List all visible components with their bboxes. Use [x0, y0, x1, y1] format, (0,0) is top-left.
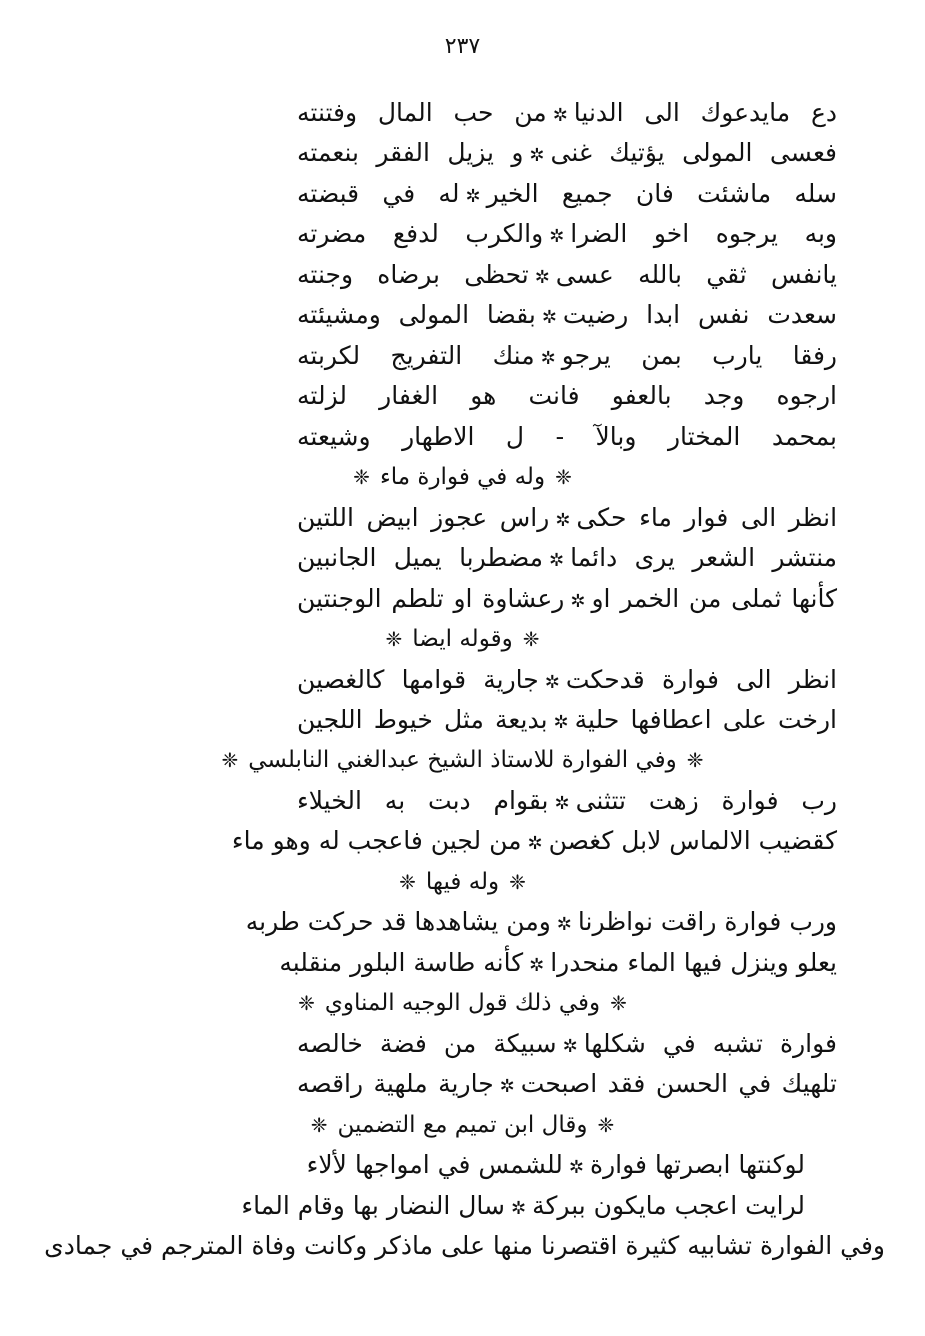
- star-separator-icon: ✲: [554, 793, 570, 814]
- star-separator-icon: ✲: [568, 1157, 584, 1178]
- page-number: ٢٣٧: [444, 34, 481, 59]
- verse-line: [297, 500, 837, 539]
- verse-second-half: والكرب لدفع مضرته: [297, 219, 544, 248]
- section-heading: [0, 985, 925, 1021]
- star-separator-icon: ✲: [552, 105, 568, 126]
- verse-line: [241, 1188, 805, 1227]
- verse-first-half: سله ماشئت فان جميع الخير: [486, 179, 838, 208]
- verse-first-half: دع مايدعوك الى الدنيا: [573, 98, 837, 127]
- ornament-icon: ❈: [509, 870, 526, 894]
- prose-line: [44, 1228, 885, 1264]
- verse-second-half: للشمس في امواجها لألاء: [306, 1150, 563, 1179]
- star-separator-icon: ✲: [527, 833, 543, 854]
- section-heading: [0, 1107, 925, 1143]
- verse-second-half: من لجين فاعجب له وهو ماء: [231, 826, 522, 855]
- verse-second-half: له في قبضته: [297, 179, 460, 208]
- verse-line: [297, 1026, 837, 1065]
- star-separator-icon: ✲: [549, 226, 565, 247]
- verse-first-half: انظر الى فوار ماء حكى: [576, 503, 838, 532]
- verse-second-half: من حب المال وفتنته: [297, 98, 547, 127]
- ornament-icon: ❈: [399, 870, 416, 894]
- verse-line: [297, 95, 837, 134]
- star-separator-icon: ✲: [562, 1036, 578, 1057]
- verse-second-half: ومن يشاهدها قد حركت طربه: [245, 907, 551, 936]
- ornament-icon: ❈: [686, 748, 704, 772]
- ornament-icon: ❈: [221, 748, 239, 772]
- verse-line: [297, 216, 837, 255]
- verse-first-half: رفقا يارب بمن يرجو: [561, 341, 837, 370]
- verse-second-half: بديعة مثل خيوط اللجين: [297, 705, 548, 734]
- heading-text: وقوله ايضا: [412, 626, 513, 652]
- star-separator-icon: ✲: [511, 1198, 527, 1219]
- section-heading: [0, 621, 925, 657]
- verse-second-half: بقضا المولى ومشيئته: [297, 300, 536, 329]
- verse-first-half: بمحمد المختار وبالآ - ل الاطهار وشيعته: [297, 422, 837, 451]
- verse-line: [297, 257, 837, 296]
- verse-second-half: و يزيل الفقر بنعمته: [297, 138, 524, 167]
- verse-first-half: ارجوه وجد بالعفو فانت هو الغفار لزلته: [297, 381, 837, 410]
- verse-line: [297, 135, 837, 174]
- verse-line: [297, 702, 837, 741]
- heading-text: وفي الفوارة للاستاذ الشيخ عبدالغني النابلسي: [248, 747, 677, 773]
- star-separator-icon: ✲: [540, 348, 556, 369]
- star-separator-icon: ✲: [541, 307, 557, 328]
- ornament-icon: ❈: [610, 991, 627, 1015]
- verse-line: [297, 176, 837, 215]
- verse-first-half: فوارة تشبه في شكلها: [583, 1029, 837, 1058]
- verse-first-half: ورب فوارة راقت نواظرنا: [577, 907, 837, 936]
- verse-first-half: فعسى المولى يؤتيك غنى: [550, 138, 838, 167]
- verse-line: [279, 945, 837, 984]
- verse-second-half: تحظى برضاه وجنته: [297, 260, 529, 289]
- section-heading: [0, 742, 925, 778]
- star-separator-icon: ✲: [534, 267, 550, 288]
- heading-text: وله في فوارة ماء: [379, 464, 546, 490]
- verse-first-half: منتشر الشعر يرى دائما: [570, 543, 838, 572]
- verse-line: [297, 783, 837, 822]
- verse-line: [297, 297, 837, 336]
- verse-second-half: راس عجوز ابيض اللتين: [297, 503, 550, 532]
- star-separator-icon: ✲: [549, 550, 565, 571]
- ornament-icon: ❈: [597, 1113, 615, 1137]
- verse-line: [297, 662, 837, 701]
- verse-first-half: كأنها ثملى من الخمر او: [591, 584, 837, 613]
- prose-text: وفي الفوارة تشابيه كثيرة اقتصرنا منها على ماذكر وكانت وفاة المترجم في جمادى: [44, 1231, 885, 1260]
- ornament-icon: ❈: [522, 627, 540, 651]
- verse-first-half: كقضيب الالماس لابل كغصن: [548, 826, 837, 855]
- ornament-icon: ❈: [310, 1113, 328, 1137]
- verse-first-half: سعدت نفس ابدا رضيت: [562, 300, 837, 329]
- verse-second-half: منك التفريج لكربته: [297, 341, 535, 370]
- verse-second-half: سال النضار بها وقام الماء: [241, 1191, 505, 1220]
- star-separator-icon: ✲: [544, 672, 560, 693]
- verse-second-half: سبيكة من فضة خالصه: [297, 1029, 557, 1058]
- verse-line: [297, 540, 837, 579]
- verse-line: [297, 1066, 837, 1105]
- verse-line: [297, 419, 837, 455]
- star-separator-icon: ✲: [555, 510, 571, 531]
- heading-text: وقال ابن تميم مع التضمين: [337, 1112, 588, 1138]
- verse-first-half: وبه يرجوه اخو الضرا: [570, 219, 838, 248]
- verse-first-half: انظر الى فوارة قدحكت: [565, 665, 837, 694]
- verse-line: [297, 581, 837, 620]
- verse-first-half: يانفس ثقي بالله عسى: [555, 260, 837, 289]
- ornament-icon: ❈: [298, 991, 315, 1015]
- star-separator-icon: ✲: [556, 914, 572, 935]
- verse-first-half: لوكنتها ابصرتها فوارة: [589, 1150, 805, 1179]
- verse-second-half: كأنه طاسة البلور منقلبه: [279, 948, 524, 977]
- star-separator-icon: ✲: [499, 1076, 515, 1097]
- verse-first-half: لرايت اعجب مايكون ببركة: [532, 1191, 805, 1220]
- verse-second-half: رعشاوة او تلطم الوجنتين: [297, 584, 565, 613]
- heading-text: وفي ذلك قول الوجيه المناوي: [324, 990, 601, 1016]
- verse-second-half: جارية ملهية راقصه: [297, 1069, 494, 1098]
- verse-line: [306, 1147, 805, 1186]
- star-separator-icon: ✲: [570, 591, 586, 612]
- star-separator-icon: ✲: [529, 145, 545, 166]
- heading-text: وله فيها: [425, 869, 500, 895]
- ornament-icon: ❈: [555, 465, 572, 489]
- verse-first-half: ارخت على اعطافها حلية: [574, 705, 838, 734]
- ornament-icon: ❈: [385, 627, 403, 651]
- verse-line: [245, 904, 837, 943]
- star-separator-icon: ✲: [529, 955, 545, 976]
- verse-first-half: رب فوارة زهت تتثنى: [575, 786, 837, 815]
- verse-first-half: تلهيك في الحسن فقد اصبحت: [520, 1069, 838, 1098]
- section-heading: [0, 864, 925, 900]
- verse-second-half: جارية قوامها كالغصين: [297, 665, 539, 694]
- star-separator-icon: ✲: [553, 712, 569, 733]
- verse-line: [297, 378, 837, 414]
- verse-first-half: يعلو وينزل فيها الماء منحدرا: [550, 948, 837, 977]
- verse-second-half: بقوام دبت به الخيلاء: [297, 786, 549, 815]
- verse-second-half: مضطربا يميل الجانبين: [297, 543, 544, 572]
- ornament-icon: ❈: [353, 465, 370, 489]
- verse-line: [231, 823, 837, 862]
- verse-line: [297, 338, 837, 377]
- section-heading: [0, 459, 925, 495]
- star-separator-icon: ✲: [465, 186, 481, 207]
